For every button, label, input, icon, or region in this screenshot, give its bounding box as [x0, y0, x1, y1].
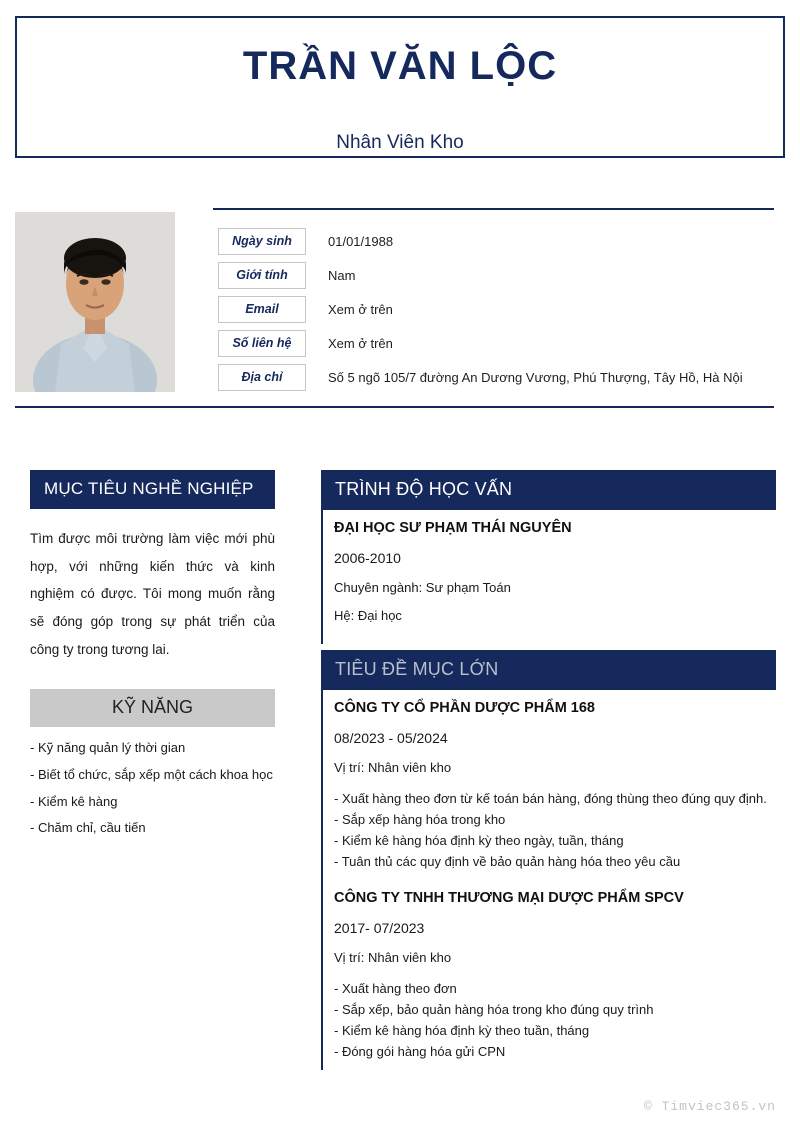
list-item: - Kiểm kê hàng [30, 793, 118, 809]
page-title: TRẦN VĂN LỘC [242, 44, 558, 88]
education-level: Hệ: Đại học [334, 608, 402, 623]
experience-company: CÔNG TY TNHH THƯƠNG MẠI DƯỢC PHẨM SPCV [334, 890, 684, 907]
contact-row [218, 360, 774, 394]
contact-bottom-rule [15, 406, 774, 408]
contact-row [218, 224, 774, 258]
list-item: - Chăm chỉ, cầu tiến [30, 820, 146, 836]
contact-row [218, 292, 774, 326]
objective-text: Tìm được môi trường làm việc mới phù hợp, với những kiến thức và kinh nghiệm có được. Tôi mong muốn rằng sẽ đóng góp trong sự phát triển của công ty trong tương lai. [30, 531, 275, 657]
section-header-education: TRÌNH ĐỘ HỌC VẤN [321, 470, 776, 510]
skills-list [30, 735, 275, 842]
experience-position: Vị trí: Nhân viên kho [334, 760, 452, 775]
education-date: 2006-2010 [334, 550, 401, 566]
experience-bullets [334, 788, 776, 872]
section-header-experience: TIÊU ĐỀ MỤC LỚN [321, 650, 776, 690]
list-item: - Kiểm kê hàng hóa định kỳ theo ngày, tuần, tháng [334, 833, 624, 849]
contact-value-email: Xem ở trên [328, 301, 393, 317]
contact-row [218, 258, 774, 292]
list-item: - Kiểm kê hàng hóa định kỳ theo tuần, tháng [334, 1023, 590, 1039]
experience-company: CÔNG TY CỔ PHẦN DƯỢC PHẨM 168 [334, 700, 595, 716]
list-item: - Xuất hàng theo đơn từ kế toán bán hàng, đóng thùng theo đúng quy định. [334, 791, 767, 806]
list-item: - Tuân thủ các quy định về bảo quản hàng hóa theo yêu cầu [334, 854, 681, 870]
contact-value-dob: 01/01/1988 [328, 233, 394, 249]
contact-row [218, 326, 774, 360]
list-item: - Đóng gói hàng hóa gửi CPN [334, 1044, 506, 1060]
avatar [15, 212, 175, 392]
education-body [321, 510, 776, 644]
job-title-subtitle: Nhân Viên Kho [320, 133, 479, 152]
contact-value-phone: Xem ở trên [328, 335, 393, 351]
list-item: - Xuất hàng theo đơn [334, 981, 457, 997]
list-item: - Sắp xếp hàng hóa trong kho [334, 812, 506, 828]
list-item: - Kỹ năng quản lý thời gian [30, 740, 186, 756]
experience-position: Vị trí: Nhân viên kho [334, 950, 452, 966]
contact-label-gender: Giới tính [218, 262, 306, 289]
right-column [321, 470, 776, 1070]
contact-value-address: Số 5 ngõ 105/7 đường An Dương Vương, Phú Thượng, Tây Hồ, Hà Nội [328, 369, 743, 385]
experience-bullets [334, 978, 776, 1062]
contact-label-phone: Số liên hệ [218, 330, 306, 357]
left-column [30, 470, 275, 842]
list-item: - Biết tổ chức, sắp xếp một cách khoa học [30, 767, 273, 782]
list-item: - Sắp xếp, bảo quản hàng hóa trong kho đúng quy trình [334, 1002, 654, 1018]
section-header-skills: KỸ NĂNG [30, 689, 275, 727]
contact-top-rule [213, 208, 774, 210]
contact-label-dob: Ngày sinh [218, 228, 306, 255]
section-header-objective: MỤC TIÊU NGHỀ NGHIỆP [30, 470, 275, 509]
experience-body [321, 690, 776, 1070]
header-subtitle-line [0, 132, 800, 163]
experience-entry [334, 700, 776, 872]
experience-entry [334, 890, 776, 1062]
education-school: ĐẠI HỌC SƯ PHẠM THÁI NGUYÊN [334, 520, 572, 536]
education-major: Chuyên ngành: Sư phạm Toán [334, 580, 511, 595]
contact-label-address: Địa chỉ [218, 364, 306, 391]
contact-label-email: Email [218, 296, 306, 323]
experience-date: 2017- 07/2023 [334, 920, 425, 937]
experience-date: 08/2023 - 05/2024 [334, 730, 448, 746]
contact-value-gender: Nam [328, 267, 356, 283]
watermark: © Timviec365.vn [643, 1099, 776, 1114]
contact-info [218, 224, 774, 394]
